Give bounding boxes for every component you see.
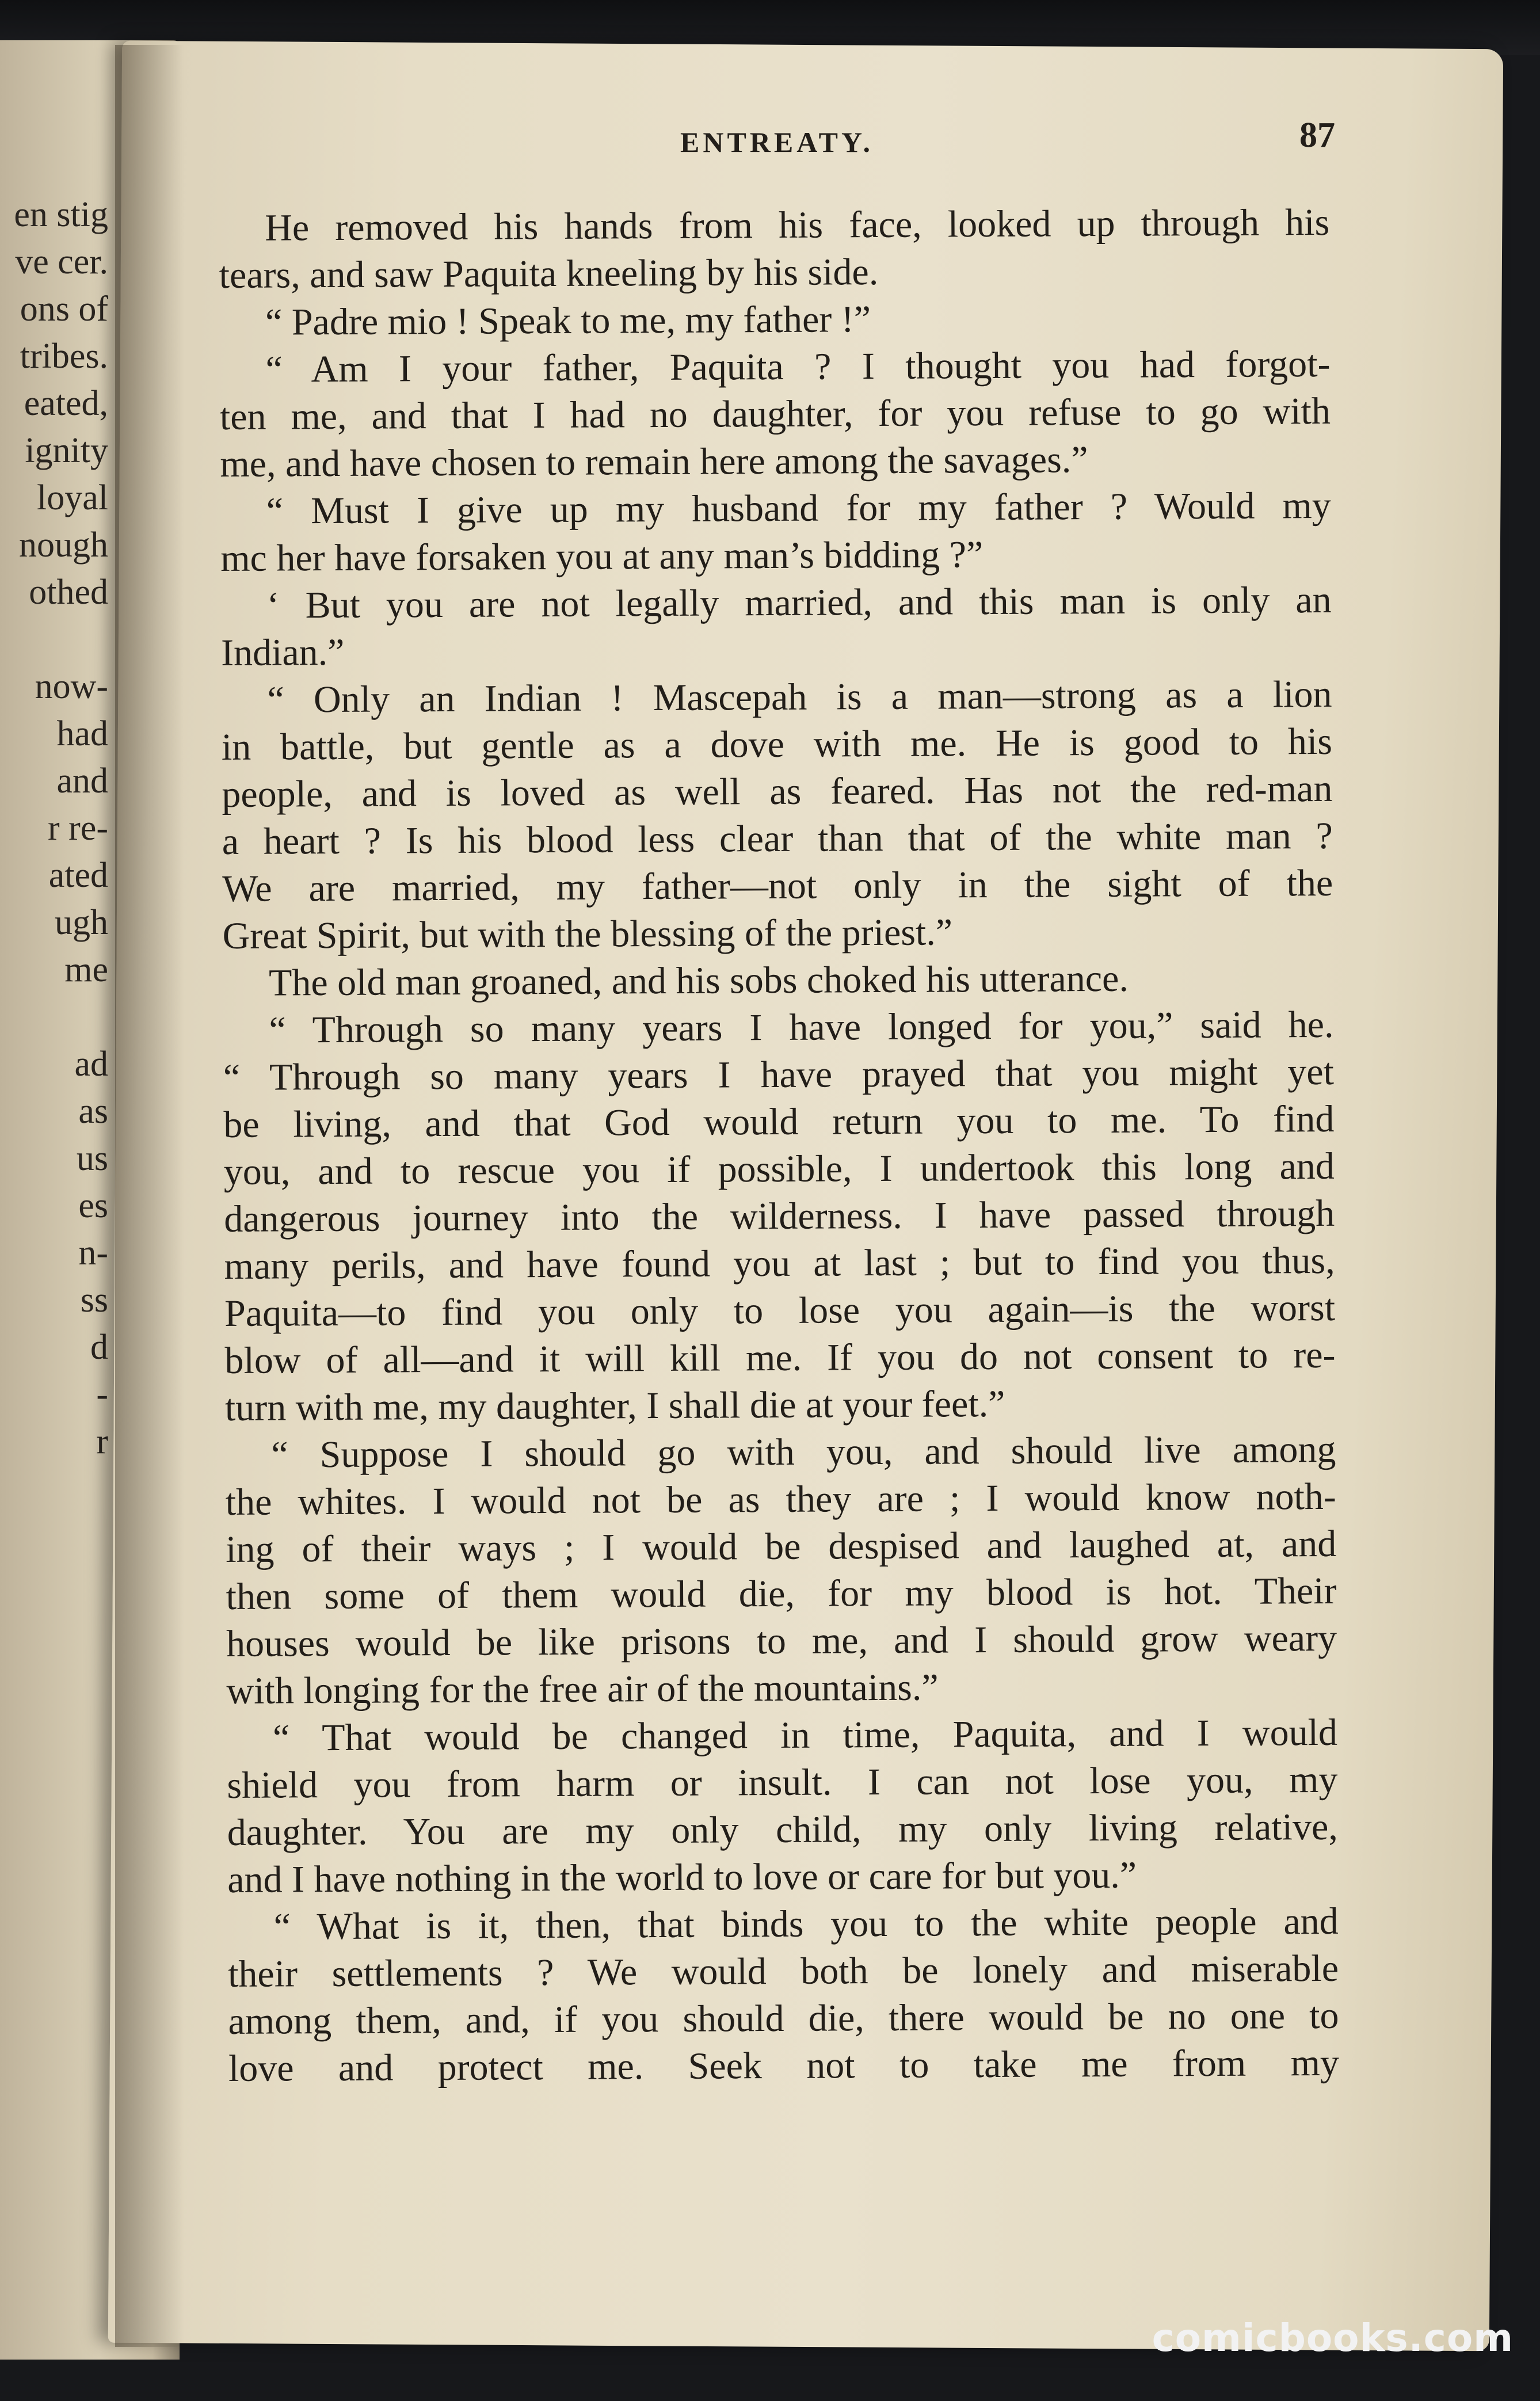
text-line: The old man groaned, and his sobs choked his utterance. bbox=[268, 957, 1129, 1004]
text-line: many perils, and have found you at last ; but to find you thus, bbox=[224, 1239, 1335, 1287]
facing-page-line: nough bbox=[19, 525, 108, 565]
text-line: mc her have forsaken you at any man’s bidding ?” bbox=[220, 533, 984, 580]
facing-page-line: had bbox=[56, 714, 108, 753]
text-line: ten me, and that I had no daughter, for you refuse to go with bbox=[219, 390, 1331, 438]
facing-page-line: othed bbox=[29, 573, 108, 612]
text-line: “ Padre mio ! Speak to me, my father !” bbox=[265, 298, 871, 344]
facing-page-line: n- bbox=[78, 1233, 108, 1272]
facing-page-line: tribes. bbox=[20, 337, 108, 376]
text-line: ing of their ways ; I would be despised and laughed at, and bbox=[226, 1522, 1337, 1571]
text-line: and I have nothing in the world to love or care for but you.” bbox=[227, 1854, 1137, 1901]
body-text bbox=[219, 199, 1339, 2093]
facing-page-line: ated bbox=[48, 856, 108, 895]
facing-page-line: d bbox=[90, 1328, 108, 1367]
facing-page-line: ss bbox=[80, 1280, 108, 1320]
text-line: the whites. I would not be as they are ; I would know noth- bbox=[225, 1475, 1336, 1523]
facing-page-line: r re- bbox=[48, 809, 108, 848]
facing-page-line: en stig bbox=[14, 195, 108, 234]
text-line: in battle, but gentle as a dove with me. He is good to his bbox=[221, 720, 1333, 768]
page-gutter-shadow bbox=[115, 45, 184, 2347]
facing-page-line: ugh bbox=[55, 903, 108, 942]
facing-page-line: ons of bbox=[20, 289, 108, 329]
text-line: ‘ But you are not legally married, and this man is only an bbox=[266, 578, 1332, 627]
text-line: We are married, my father—not only in the sight of the bbox=[222, 862, 1333, 910]
facing-page-line: ignity bbox=[25, 431, 108, 470]
facing-page-line: r bbox=[96, 1422, 108, 1461]
text-line: be living, and that God would return you to me. To find bbox=[223, 1097, 1335, 1146]
text-line: “ Must I give up my husband for my father ? Would my bbox=[266, 484, 1331, 532]
facing-page-line: me bbox=[64, 950, 108, 989]
facing-page-line: eated, bbox=[24, 384, 108, 423]
text-line: Paquita—to find you only to lose you again—is the worst bbox=[224, 1286, 1336, 1335]
text-line: with longing for the free air of the mountains.” bbox=[226, 1666, 939, 1712]
text-line: then some of them would die, for my blood is hot. Their bbox=[226, 1569, 1337, 1618]
text-line: love and protect me. Seek not to take me from my bbox=[228, 2041, 1340, 2090]
facing-page-line: as bbox=[78, 1092, 108, 1131]
running-title: ENTREATY. bbox=[680, 126, 874, 158]
text-line: Great Spirit, but with the blessing of the priest.” bbox=[222, 911, 953, 957]
text-line: houses would be like prisons to me, and I should grow weary bbox=[226, 1617, 1337, 1665]
page-number: 87 bbox=[1299, 116, 1335, 155]
facing-page-line bbox=[5, 993, 108, 1041]
text-line: “ What is it, then, that binds you to the white people and bbox=[273, 1900, 1339, 1948]
text-line: dangerous journey into the wilderness. I have passed through bbox=[224, 1192, 1335, 1240]
text-line: “ Through so many years I have longed for you,” said he. bbox=[269, 1003, 1334, 1051]
facing-page-line: now- bbox=[35, 667, 108, 706]
facing-page-line: and bbox=[56, 761, 108, 801]
text-line: “ Only an Indian ! Mascepah is a man—strong as a lion bbox=[267, 673, 1332, 721]
text-line: He removed his hands from his face, looked up through his bbox=[265, 201, 1330, 249]
facing-page-line: us bbox=[76, 1139, 108, 1178]
facing-page-line: ad bbox=[74, 1045, 108, 1084]
text-line: among them, and, if you should die, there would be no one to bbox=[228, 1994, 1339, 2042]
text-line: people, and is loved as well as feared. Has not the red-man bbox=[222, 767, 1333, 815]
text-line: their settlements ? We would both be lonely and miserable bbox=[227, 1947, 1339, 1995]
facing-page-line: ve cer. bbox=[15, 242, 108, 281]
text-line: daughter. You are my only child, my only living relative, bbox=[227, 1805, 1338, 1854]
facing-page-line: loyal bbox=[37, 478, 108, 517]
text-line: turn with me, my daughter, I shall die at your feet.” bbox=[224, 1382, 1005, 1429]
text-line: Indian.” bbox=[220, 631, 345, 674]
text-line: you, and to rescue you if possible, I undertook this long and bbox=[223, 1145, 1335, 1193]
text-line: “ Am I your father, Paquita ? I thought you had forgot- bbox=[265, 342, 1331, 391]
text-line: me, and have chosen to remain here among the savages.” bbox=[220, 439, 1088, 485]
text-line: “ Through so many years I have prayed that you might yet bbox=[223, 1050, 1335, 1099]
text-line: “ Suppose I should go with you, and should live among bbox=[271, 1428, 1336, 1476]
text-line: shield you from harm or insult. I can not lose you, my bbox=[227, 1758, 1338, 1807]
text-line: “ That would be changed in time, Paquita, and I would bbox=[272, 1711, 1338, 1759]
facing-page-line: es bbox=[78, 1186, 108, 1225]
facing-page-line bbox=[5, 616, 108, 663]
facing-page-line: - bbox=[96, 1375, 108, 1414]
watermark: comicbooks.com bbox=[1152, 2316, 1514, 2360]
text-line: a heart ? Is his blood less clear than that of the white man ? bbox=[222, 814, 1333, 863]
text-line: tears, and saw Paquita kneeling by his side. bbox=[219, 251, 879, 296]
text-line: blow of all—and it will kill me. If you do not consent to re- bbox=[224, 1333, 1336, 1382]
